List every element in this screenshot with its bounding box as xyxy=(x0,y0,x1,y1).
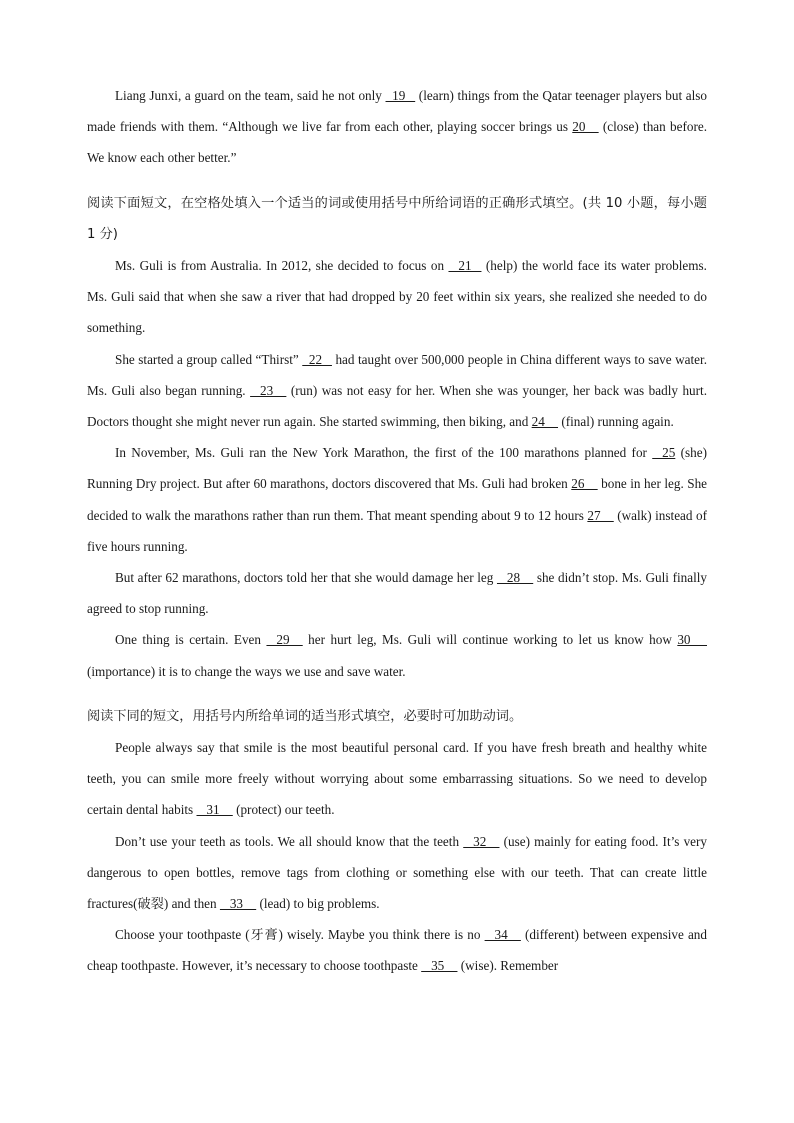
text: Liang Junxi, a guard on the team, said he not only xyxy=(115,88,386,103)
text: (help) the world face its water problems. Ms. Guli said that when she saw a river that had dropped by 20 feet within six years, she realized she needed to do something. xyxy=(87,258,707,336)
blank-25[interactable]: 25 xyxy=(652,445,676,461)
text: (protect) our teeth. xyxy=(232,802,335,818)
paragraph-34-35 xyxy=(87,919,707,981)
blank-32[interactable]: 32 xyxy=(463,833,500,849)
blank-35[interactable]: 35 xyxy=(421,958,458,974)
paragraph-29-30 xyxy=(87,624,707,686)
paragraph-21 xyxy=(87,250,707,344)
text: (walk) instead of five hours running. xyxy=(87,507,707,554)
blank-33[interactable]: 33 xyxy=(219,896,257,912)
text: she didn’t stop. Ms. Guli finally agreed to stop running. xyxy=(87,570,707,617)
blank-24[interactable]: 24 xyxy=(531,414,559,430)
text: (wise). Remember xyxy=(457,958,559,974)
section-instruction-2: 阅读下同的短文，用括号内所给单词的适当形式填空，必要时可加助动词。 xyxy=(87,708,523,724)
text: bone in her leg. She decided to walk the marathons rather than run them. That meant spending about 9 to 12 hours xyxy=(87,476,708,523)
paragraph-28 xyxy=(87,562,707,624)
text: (use) mainly for eating food. It’s very dangerous to open bottles, remove tags from clothing or something else with our teeth. That can create little fractures(破裂) and then xyxy=(87,833,708,912)
text: (close) than before. We know each other better.” xyxy=(87,119,707,166)
blank-27[interactable]: 27 xyxy=(587,507,614,523)
text: (run) was not easy for her. When she was younger, her back was badly hurt. Doctors thought she might never run again. She started swimming, then biking, and xyxy=(87,382,707,430)
text: Choose your toothpaste (牙膏) wisely. Maybe you think there is no xyxy=(115,927,485,943)
blank-30[interactable]: 30 xyxy=(677,632,707,648)
blank-34[interactable]: 34 xyxy=(484,927,521,943)
blank-22[interactable]: 22 xyxy=(302,351,332,367)
text: She started a group called “Thirst” xyxy=(115,351,303,367)
blank-26[interactable]: 26 xyxy=(571,476,598,492)
paragraph-32-33 xyxy=(87,826,707,920)
paragraph-19-20 xyxy=(87,80,707,174)
text: Ms. Guli is from Australia. In 2012, she decided to focus on xyxy=(115,258,449,274)
text: her hurt leg, Ms. Guli will continue working to let us know how xyxy=(302,632,678,648)
text: (final) running again. xyxy=(558,414,674,430)
text: (she) Running Dry project. But after 60 marathons, doctors discovered that Ms. Guli had broken xyxy=(87,445,707,492)
blank-20[interactable]: 20 xyxy=(572,119,599,135)
text: (lead) to big problems. xyxy=(256,896,380,912)
text: (different) between expensive and cheap toothpaste. However, it’s necessary to choose toothpaste xyxy=(87,927,707,974)
text: (learn) things from the Qatar teenager players but also made friends with them. “Although we live far from each other, playing soccer brings us xyxy=(87,88,707,135)
text: But after 62 marathons, doctors told her that she would damage her leg xyxy=(115,570,497,586)
text: had taught over 500,000 people in China different ways to save water. Ms. Guli also began running. xyxy=(87,351,707,398)
document-page xyxy=(87,80,707,982)
blank-31[interactable]: 31 xyxy=(196,802,233,818)
text: People always say that smile is the most beautiful personal card. If you have fresh breath and healthy white teeth, you can smile more freely without worrying about some embarrassing situations. So we need to develop certain dental habits xyxy=(87,740,707,818)
blank-23[interactable]: 23 xyxy=(250,382,287,398)
text: (importance) it is to change the ways we use and save water. xyxy=(87,663,406,679)
text: Don’t use your teeth as tools. We all should know that the teeth xyxy=(115,833,464,849)
blank-28[interactable]: 28 xyxy=(496,570,534,586)
blank-29[interactable]: 29 xyxy=(266,632,303,648)
blank-19[interactable]: 19 xyxy=(385,88,416,103)
paragraph-22-24 xyxy=(87,344,707,438)
paragraph-31 xyxy=(87,732,707,826)
paragraph-25-27 xyxy=(87,437,707,562)
section-instruction-1: 阅读下面短文，在空格处填入一个适当的词或使用括号中所给词语的正确形式填空。(共 10 小题，每小题 1 分) xyxy=(87,195,707,242)
text: In November, Ms. Guli ran the New York Marathon, the first of the 100 marathons planned for xyxy=(115,445,653,461)
blank-21[interactable]: 21 xyxy=(448,258,482,274)
text: One thing is certain. Even xyxy=(115,632,267,648)
